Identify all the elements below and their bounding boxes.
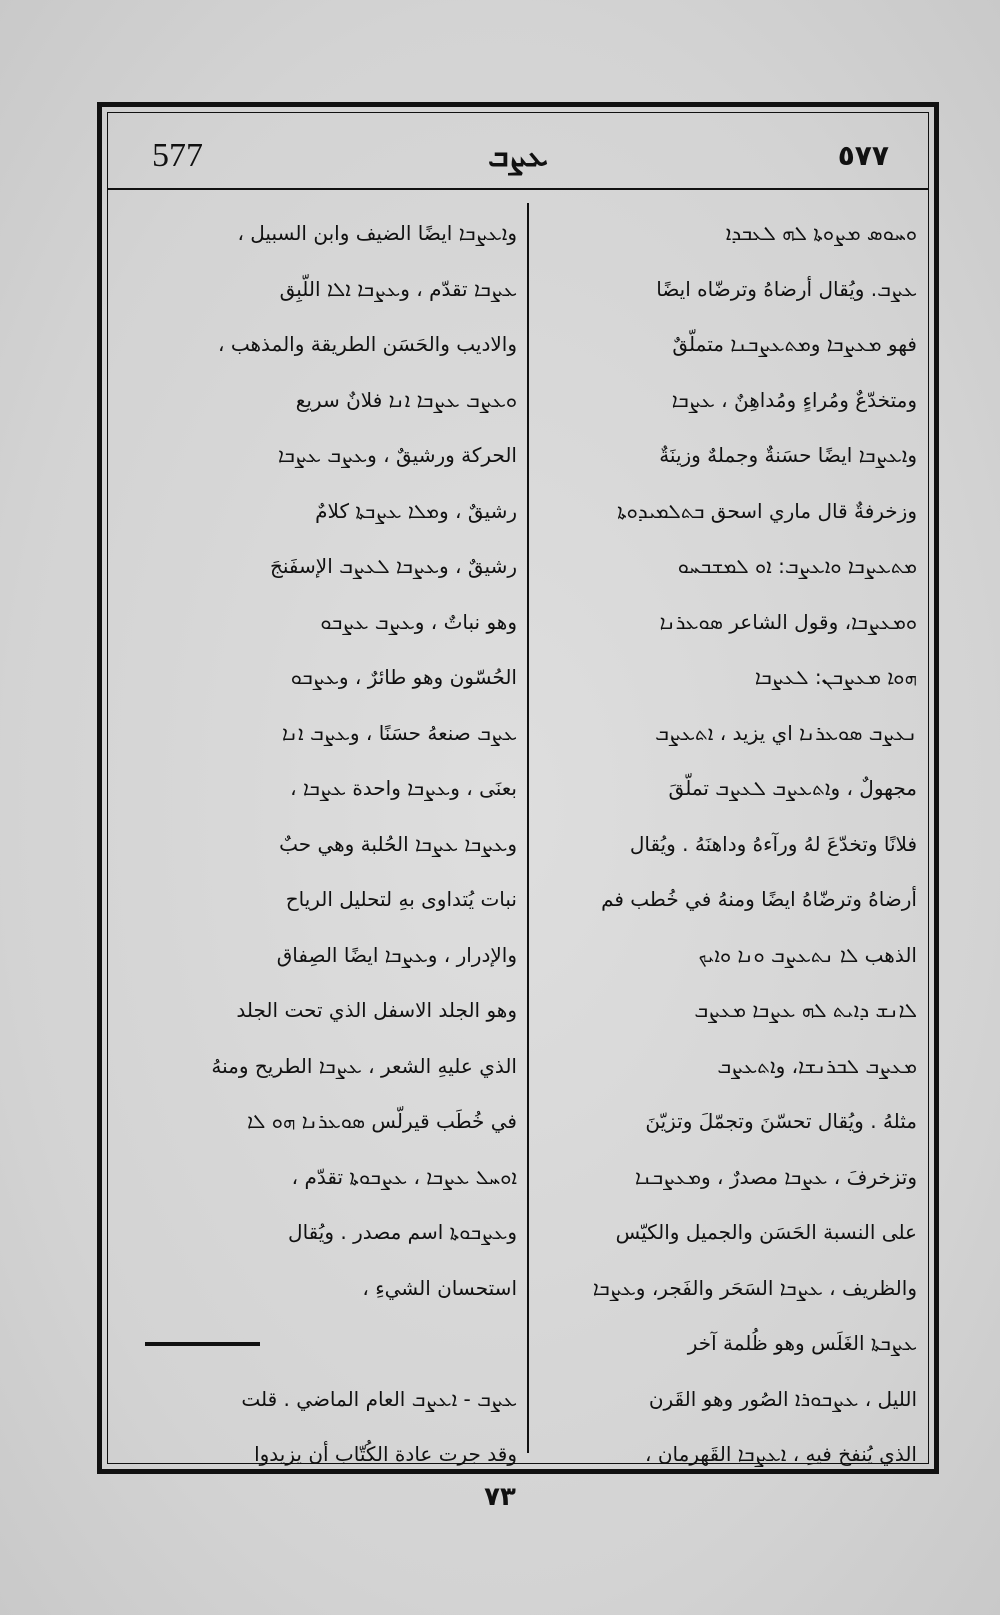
page-header [107,135,929,185]
text-line: وܥܨܒܘܬܐ اسم مصدر . ويُقال [288,1220,517,1244]
text-line: الذي عليهِ الشعر ، ܥܨܒܐ الطريح ومنهُ [211,1053,517,1078]
text-line: والإدرار ، وܥܨܒܐ ايضًا الصِفاق [276,942,517,967]
text-line: ܥܨܒ صنعهُ حسَنًا ، وܥܨܒ ܐܢܐ [282,720,517,745]
text-line: نبات يُتداوى بهِ لتحليل الرياح [285,887,517,911]
column-divider [527,203,529,1453]
section-separator [125,1316,517,1372]
text-line: ܗܘܐ ܡܥܨܒܢ: ܠܥܨܒܐ [754,665,917,689]
text-line: ܡܥܨܒ ܠܒܪܢܫܐ، وܐܬܥܨܒ [717,1053,917,1078]
text-line: ܘܚܘܣ ܡܨܘܬܐ ܠܗ ܠܥܒܕܐ [725,221,917,245]
text-line: وهو الجلد الاسفل الذي تحت الجلد [236,998,517,1022]
text-line: مثلهُ . ويُقال تحسّنَ وتجمّلَ وتزيّنَ [645,1109,917,1133]
signature-number: ٧٣ [484,1482,516,1512]
text-line: استحسان الشيءِ ، [362,1275,517,1300]
text-line: ومتخدّعٌ ومُراءٍ ومُداهِنٌ ، ܥܨܒܐ [671,387,917,412]
text-line: ܥܨܒܐ تقدّم ، وܥܨܒܐ ܐܠܐ اللّبِق [279,276,517,301]
text-line: في خُطَب قيرلّس ܣܘܥܪܢܐ ܗܘ ܠܐ [247,1109,517,1133]
text-line: وقد جرت عادة الكُتّاب أن يزيدوا [254,1442,517,1466]
text-line: وتزخرفَ ، ܥܨܒܐ مصدرٌ ، وܡܥܨܒܢܐ [634,1164,917,1189]
text-line: وܐܥܨܒܐ ايضًا حسَنةٌ وجملهٌ وزينَةٌ [659,443,917,467]
left-column [121,206,519,1466]
running-head: ܥܨܒ [488,139,548,174]
right-column [532,206,921,1466]
text-line: فهو ܡܥܨܒܐ وܡܬܥܨܒܢܐ متملّقٌ [672,332,917,356]
text-line: ܥܨܒܬܐ الغَلَس وهو ظُلمة آخر [687,1331,917,1355]
text-line: ܥܨܒ - ܐܥܨܒ العام الماضي . قلت [241,1386,517,1411]
text-line: بعنَى ، وܥܨܒܐ واحدة ܥܨܒܐ ، [290,776,517,800]
text-line: الليل ، ܥܨܒܘܪܐ الصُور وهو القَرن [648,1386,917,1411]
text-line: وܥܨܒܐ ܥܨܒܐ الحُلبة وهي حبٌ [279,831,517,856]
text-line: على النسبة الحَسَن والجميل والكيّس [615,1220,917,1244]
text-line: وܐܥܨܒܐ ايضًا الضيف وابن السبيل ، [237,221,517,245]
text-line: والظريف ، ܥܨܒܐ السَحَر والفَجر، وܥܨܒܐ [592,1275,917,1300]
text-line: الذهب ܠܐ ܢܬܥܨܒ ܘܢܐ ܘܐܝܟ [698,942,917,967]
text-line: ܘܥܨܒ ܥܨܒܐ ܐܢܐ فلانٌ سريع [295,387,517,412]
text-line: والاديب والحَسَن الطريقة والمذهب ، [218,332,517,356]
separator-rule [145,1342,260,1346]
text-line: رشيقٌ ، وܡܠܐ ܥܨܒܬܐ كلامٌ [315,498,517,523]
text-line: مجهولٌ ، وܐܬܥܨܒ ܠܥܨܒ تملّقَ [668,776,917,800]
text-line: الحُسّون وهو طائرٌ ، وܥܨܒܘ [290,665,517,689]
text-line: أرضاهُ وترضّاهُ ايضًا ومنهُ في خُطب فم [601,887,917,911]
text-line: الذي يُنفخ فيهِ ، ܐܥܨܒܐ القَهرمان ، [645,1442,917,1466]
text-line: ܘܡܥܨܒܐ، وقول الشاعر ܣܘܥܪܢܐ [659,609,917,634]
text-line: وزخرفةٌ قال ماري اسحق ܒܬܠܡܝܕܘܬܐ [617,498,917,523]
text-line: وهو نباتٌ ، وܥܨܒ ܥܨܒܘ [320,609,517,634]
text-line: فلانًا وتخدّعَ لهُ ورآءهُ وداهنَهُ . ويُقال [629,831,917,856]
header-rule [107,188,929,190]
text-line: ܡܬܥܨܒܐ ܘܐܥܨܒ: ܐܘ ܠܡܫܒܚܘ [677,554,917,578]
text-line: رشيقٌ ، وܥܨܒܐ ܠܥܨܒ الإسفَنجَ [269,554,517,578]
page-number-latin: 577 [152,137,203,174]
text-line: الحركة ورشيقٌ ، وܥܨܒ ܥܨܒܐ [277,443,517,467]
text-line: ܥܨܒ. ويُقال أرضاهُ وترضّاه ايضًا [656,276,917,301]
text-line: ܢܥܨܒ ܣܘܥܪܢܐ اي يزيد ، ܐܬܥܨܒ [655,720,917,745]
page-number-arabic: ٥٧٧ [837,139,889,172]
text-line: ܐܘܚܠ ܥܨܒܐ ، ܥܨܒܘܬܐ تقدّم ، [291,1164,517,1189]
text-line: ܠܐܢܫ ܕܐܝܬ ܠܗ ܥܨܒܐ ܡܥܨܒ [694,998,917,1022]
